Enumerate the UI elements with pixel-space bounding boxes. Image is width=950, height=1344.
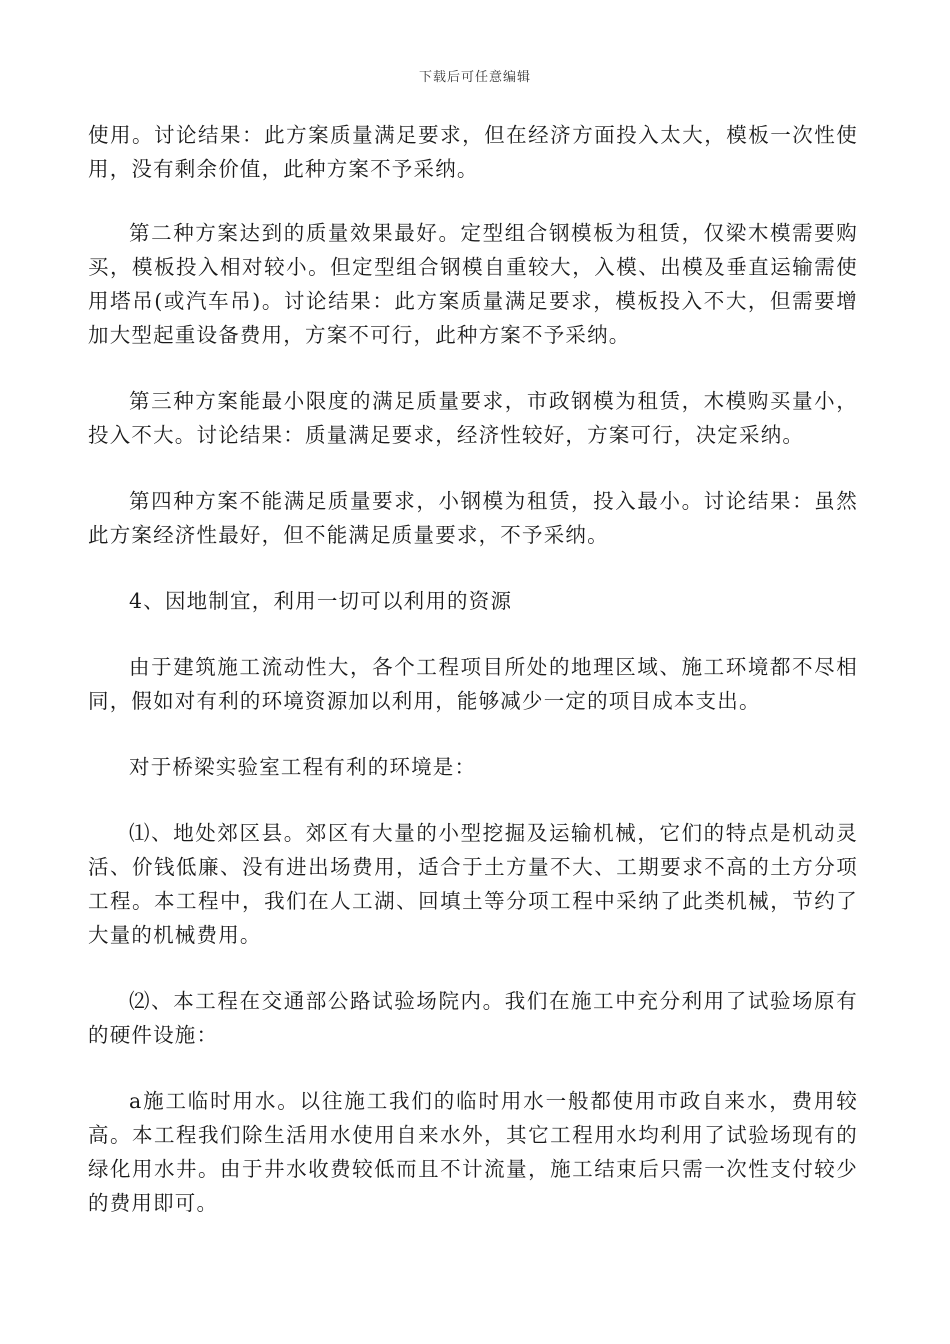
paragraph-item-2: ⑵、本工程在交通部公路试验场院内。我们在施工中充分利用了试验场原有的硬件设施： <box>88 989 858 1047</box>
paragraph-item-a: a施工临时用水。以往施工我们的临时用水一般都使用市政自来水，费用较高。本工程我们除生活用水使用自来水外，其它工程用水均利用了试验场现有的绿化用水井。由于井水收费较低而且不计流量，施工结束后只需一次性支付较少的费用即可。 <box>88 1089 858 1215</box>
paragraph-scheme-four: 第四种方案不能满足质量要求，小钢模为租赁，投入最小。讨论结果：虽然此方案经济性最好，但不能满足质量要求，不予采纳。 <box>88 489 858 547</box>
page-header: 下载后可任意编辑 <box>418 70 531 85</box>
paragraph-continuation: 使用。讨论结果：此方案质量满足要求，但在经济方面投入太大，模板一次性使用，没有剩余价值，此种方案不予采纳。 <box>88 123 858 181</box>
paragraph-scheme-two: 第二种方案达到的质量效果最好。定型组合钢模板为租赁，仅梁木模需要购买，模板投入相对较小。但定型组合钢模自重较大，入模、出模及垂直运输需使用塔吊(或汽车吊)。讨论结果：此方案质量满足要求，模板投入不大，但需要增加大型起重设备费用，方案不可行，此种方案不予采纳。 <box>88 221 858 347</box>
paragraph-scheme-three: 第三种方案能最小限度的满足质量要求，市政钢模为租赁，木模购买量小，投入不大。讨论结果：质量满足要求，经济性较好，方案可行，决定采纳。 <box>88 389 858 447</box>
paragraph-favorable-env: 对于桥梁实验室工程有利的环境是： <box>129 755 477 779</box>
section-heading: 4、因地制宜，利用一切可以利用的资源 <box>129 589 513 613</box>
paragraph-item-1: ⑴、地处郊区县。郊区有大量的小型挖掘及运输机械，它们的特点是机动灵活、价钱低廉、没有进出场费用，适合于土方量不大、工期要求不高的土方分项工程。本工程中，我们在人工湖、回填土等分项工程中采纳了此类机械，节约了大量的机械费用。 <box>88 821 858 947</box>
document-body <box>88 118 858 1252</box>
paragraph-intro: 由于建筑施工流动性大，各个工程项目所处的地理区域、施工环境都不尽相同，假如对有利的环境资源加以利用，能够减少一定的项目成本支出。 <box>88 655 858 713</box>
